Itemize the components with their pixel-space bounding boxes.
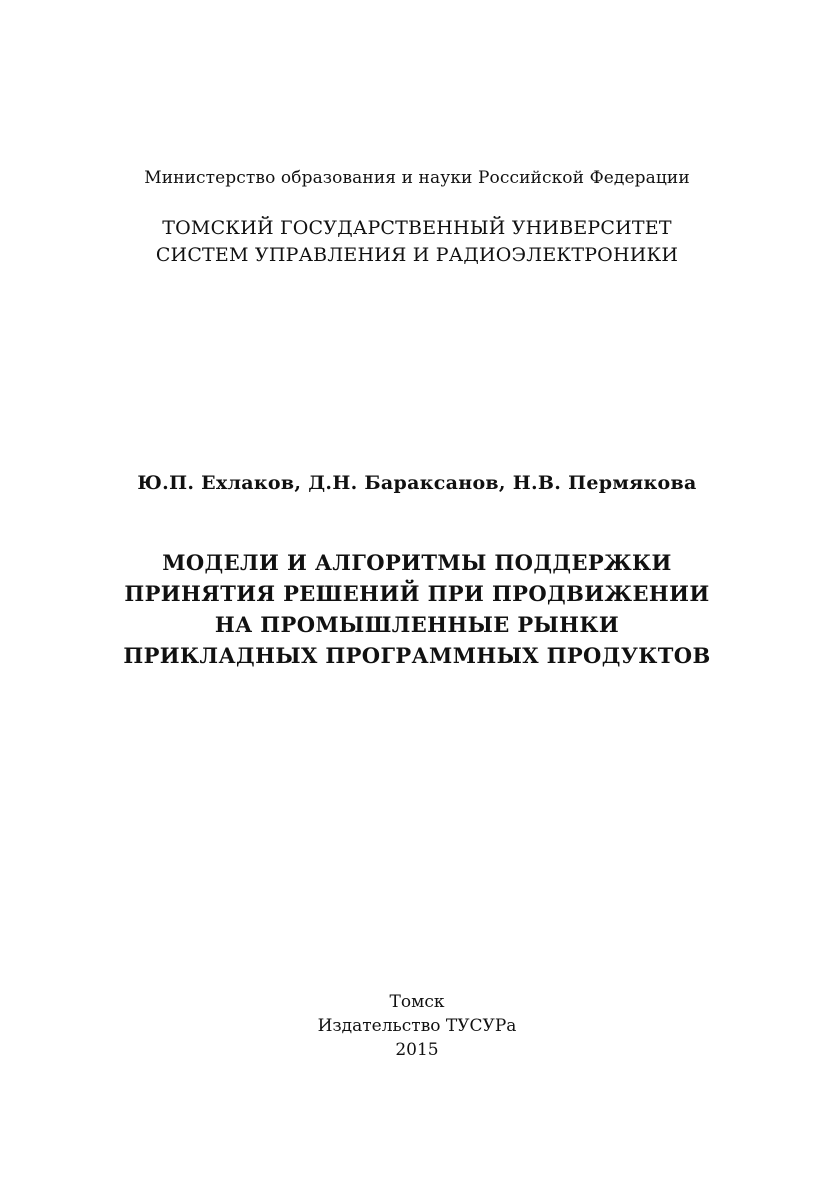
authors-line: Ю.П. Ехлаков, Д.Н. Бараксанов, Н.В. Пермякова: [137, 472, 697, 494]
university-name-line-1: ТОМСКИЙ ГОСУДАРСТВЕННЫЙ УНИВЕРСИТЕТ: [162, 217, 672, 239]
book-title-line-3: НА ПРОМЫШЛЕННЫЕ РЫНКИ: [214, 612, 620, 637]
university-name-line-2: СИСТЕМ УПРАВЛЕНИЯ И РАДИОЭЛЕКТРОНИКИ: [155, 244, 679, 266]
ministry-line: Министерство образования и науки Российской Федерации: [144, 168, 690, 188]
imprint-year: 2015: [395, 1040, 439, 1060]
book-title-line-1: МОДЕЛИ И АЛГОРИТМЫ ПОДДЕРЖКИ: [162, 550, 672, 575]
book-title-line-2: ПРИНЯТИЯ РЕШЕНИЙ ПРИ ПРОДВИЖЕНИИ: [124, 581, 710, 606]
imprint-city: Томск: [389, 992, 445, 1012]
book-title-line-4: ПРИКЛАДНЫХ ПРОГРАММНЫХ ПРОДУКТОВ: [123, 643, 711, 668]
imprint-publisher: Издательство ТУСУРа: [317, 1016, 517, 1036]
